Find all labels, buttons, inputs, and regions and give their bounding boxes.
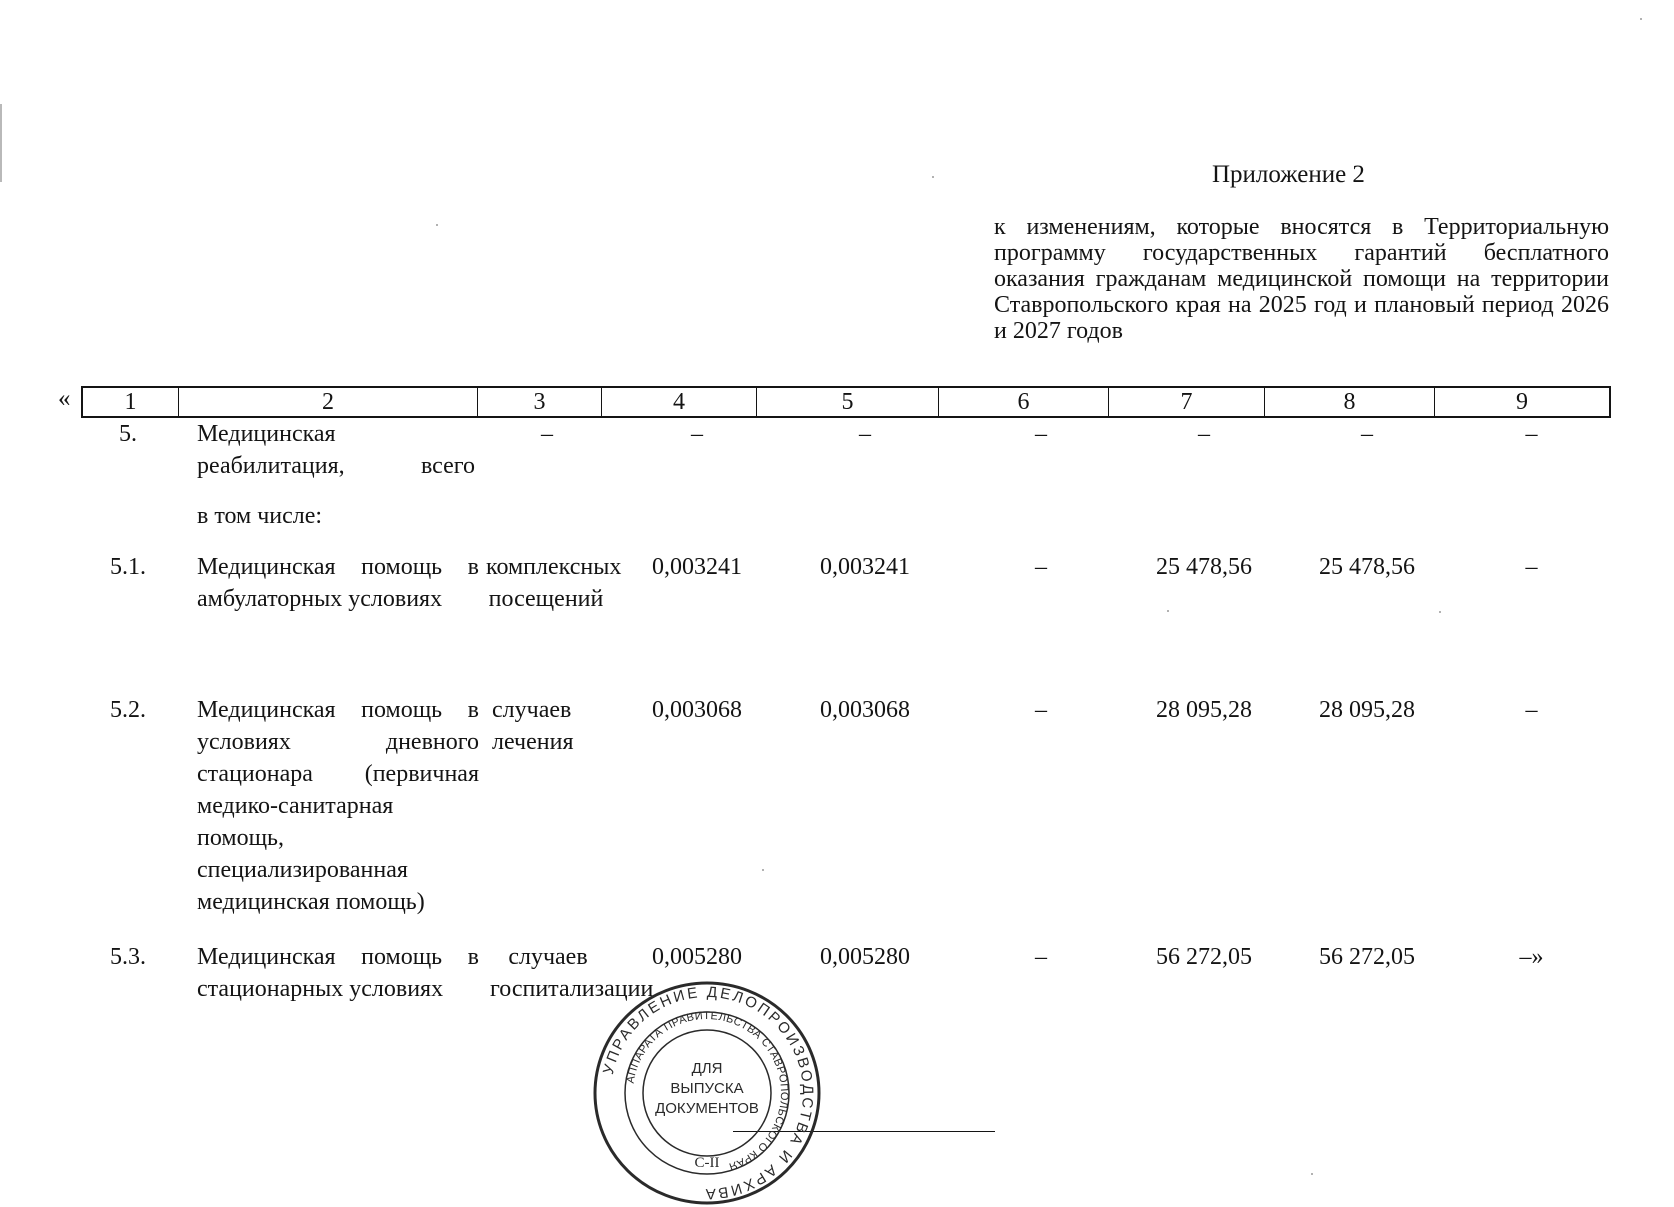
row-unit: комплексных посещений [486, 554, 622, 612]
column-number-4: 4 [602, 388, 757, 416]
table-open-quote: « [58, 385, 71, 412]
column-number-8: 8 [1265, 388, 1435, 416]
row-number: 5.3. [110, 944, 146, 970]
row-value-col7: – [1198, 421, 1210, 447]
row-value-col4: 0,003068 [652, 697, 742, 723]
row-value-col9: –» [1519, 944, 1544, 970]
seal-inner-text: АППАРАТА ПРАВИТЕЛЬСТВА СТАВРОПОЛЬСКОГО КРАЯ [624, 1009, 791, 1173]
row-unit: случаев госпитализации [490, 944, 654, 1002]
row-value-col7: 25 478,56 [1156, 554, 1252, 580]
scan-speck [436, 224, 438, 226]
row-value-col5: – [859, 421, 871, 447]
column-number-2: 2 [179, 388, 478, 416]
appendix-title: Приложение 2 [1212, 161, 1365, 188]
row-value-col9: – [1525, 554, 1538, 580]
column-number-7: 7 [1109, 388, 1265, 416]
column-number-5: 5 [757, 388, 939, 416]
row-name: Медицинская помощь в стационарных условиях [197, 944, 479, 1002]
row-value-col6: – [1035, 944, 1047, 970]
row-value-col8: 25 478,56 [1319, 554, 1415, 580]
scan-speck [1311, 1173, 1313, 1175]
official-seal-stamp [591, 979, 823, 1207]
row-unit: – [541, 421, 553, 447]
row-note: в том числе: [197, 503, 323, 529]
row-number: 5.2. [110, 697, 146, 723]
scan-edge-line [0, 104, 2, 182]
row-value-col6: – [1035, 697, 1047, 723]
seal-center-line2: ВЫПУСКА [670, 1080, 744, 1097]
row-name: Медицинская реабилитация, всего [197, 421, 475, 479]
row-value-col4: 0,003241 [652, 554, 742, 580]
column-number-6: 6 [939, 388, 1109, 416]
row-name: Медицинская помощь в условиях дневного стационара (первичная медико-санитарная помощь, специализированная медицинская помощь) [197, 697, 479, 915]
scan-speck [762, 869, 764, 871]
row-value-col8: 28 095,28 [1319, 697, 1415, 723]
scan-speck [1439, 611, 1441, 613]
seal-outer-text: УПРАВЛЕНИЕ ДЕЛОПРОИЗВОДСТВА И АРХИВА [599, 983, 817, 1203]
seal-graphic [591, 979, 823, 1207]
seal-center-line1: ДЛЯ [691, 1060, 723, 1077]
row-value-col6: – [1035, 554, 1047, 580]
column-number-9: 9 [1516, 389, 1528, 415]
seal-center-line3: ДОКУМЕНТОВ [655, 1100, 759, 1117]
column-number-1: 1 [83, 388, 179, 416]
row-value-col8: – [1361, 421, 1373, 447]
row-value-col5: 0,003241 [820, 554, 910, 580]
row-value-col9: – [1525, 697, 1538, 723]
row-name: Медицинская помощь в амбулаторных условиях [197, 554, 479, 612]
column-number-3: 3 [478, 388, 602, 416]
row-value-col9: – [1525, 421, 1538, 447]
row-value-col7: 56 272,05 [1156, 944, 1252, 970]
seal-code: С-II [694, 1155, 720, 1171]
row-value-col4: – [691, 421, 703, 447]
row-number: 5. [119, 421, 137, 447]
row-unit: случаев лечения [492, 697, 574, 755]
row-value-col6: – [1035, 421, 1047, 447]
row-value-col4: 0,005280 [652, 944, 742, 970]
row-value-col5: 0,005280 [820, 944, 910, 970]
row-value-col5: 0,003068 [820, 697, 910, 723]
appendix-description: к изменениям, которые вносятся в Территориальную программу государственных гарантий бесплатного оказания гражданам медицинской помощи на территории Ставропольского края на 2025 год и плановый период 2026 и 2027 годов [994, 214, 1609, 344]
scan-speck [932, 176, 934, 178]
scan-speck [1167, 610, 1169, 612]
row-value-col7: 28 095,28 [1156, 697, 1252, 723]
row-number: 5.1. [110, 554, 146, 580]
scan-speck [1640, 18, 1642, 20]
table-header-row [81, 386, 1611, 418]
row-value-col8: 56 272,05 [1319, 944, 1415, 970]
